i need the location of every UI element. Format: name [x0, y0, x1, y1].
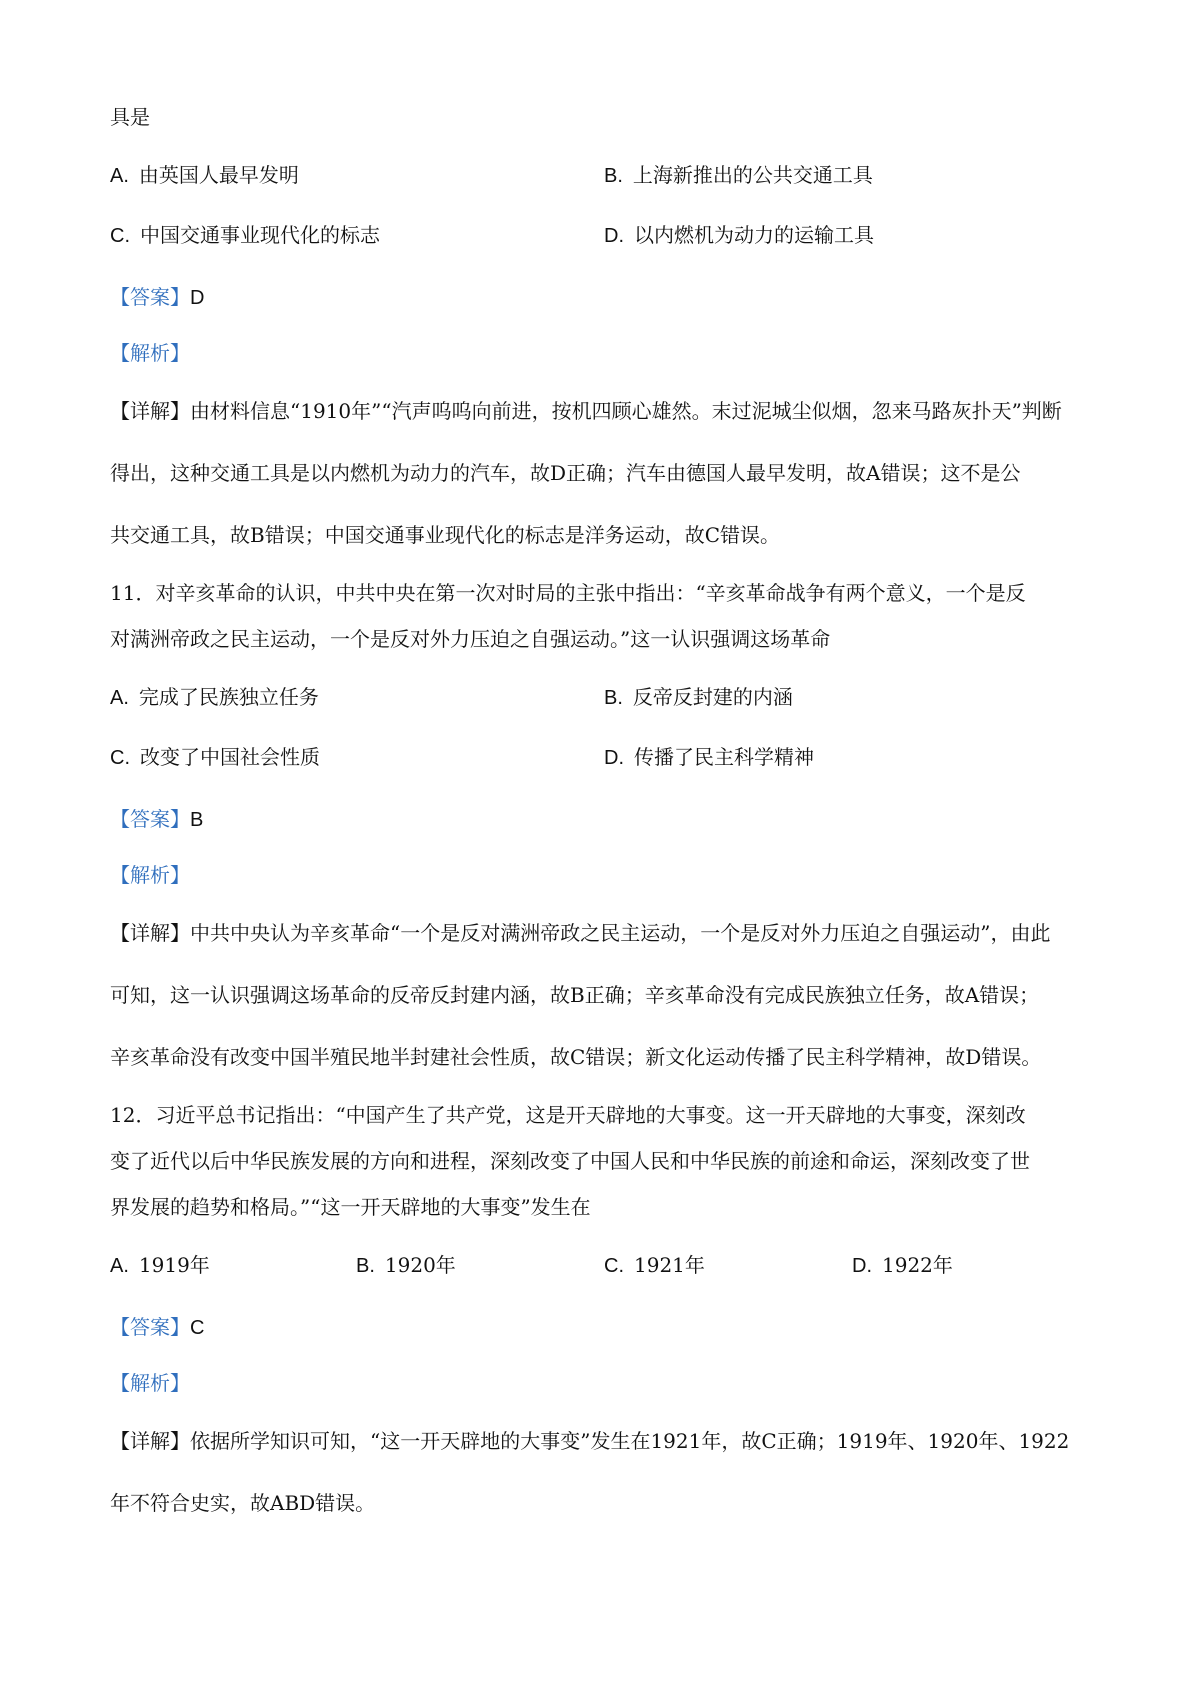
- q12-stem-line-2: 变了近代以后中华民族发展的方向和进程，深刻改变了中国人民和中华民族的前途和命运，深刻改变了世: [110, 1149, 1030, 1173]
- option-text: 完成了民族独立任务: [138, 685, 319, 709]
- q12-detail-line-2: 年不符合史实，故ABD错误。: [110, 1491, 376, 1515]
- q12-stem-line-3: 界发展的趋势和格局。”“这一开天辟地的大事变”发生在: [110, 1195, 591, 1219]
- option-text: 1922年: [882, 1253, 953, 1277]
- q11-answer: [110, 804, 203, 835]
- q10-answer: [110, 282, 204, 313]
- option-letter: D.: [604, 225, 624, 247]
- q10-detail-line-3: 共交通工具，故B错误；中国交通事业现代化的标志是洋务运动，故C错误。: [110, 523, 780, 547]
- q12-option-a[interactable]: [110, 1250, 210, 1281]
- option-text: 中国交通事业现代化的标志: [140, 223, 380, 247]
- answer-value: B: [190, 809, 204, 831]
- q12-option-c[interactable]: [604, 1250, 705, 1281]
- q11-detail-line-1: [110, 918, 1050, 948]
- option-letter: A.: [110, 1255, 129, 1277]
- answer-label: 【答案】: [110, 1315, 190, 1339]
- q10-option-a[interactable]: [110, 160, 299, 191]
- option-text: 1919年: [138, 1253, 210, 1277]
- q10-option-b[interactable]: [604, 160, 873, 191]
- option-letter: D.: [604, 747, 624, 769]
- q10-stem-tail: 具是: [110, 105, 150, 129]
- q10-detail-line-1: [110, 396, 1062, 426]
- detail-label: 【详解】: [110, 921, 190, 945]
- option-text: 反帝反封建的内涵: [632, 685, 793, 709]
- q12-detail-line-1: [110, 1426, 1069, 1456]
- q12-option-b[interactable]: [356, 1250, 456, 1281]
- q10-option-d[interactable]: [604, 220, 874, 251]
- detail-label: 【详解】: [110, 399, 190, 423]
- option-text: 改变了中国社会性质: [140, 745, 320, 769]
- detail-text: 依据所学知识可知，“这一开天辟地的大事变”发生在1921年，故C正确；1919年、1920年、1922: [190, 1429, 1070, 1453]
- q11-analysis-label: 【解析】: [110, 863, 190, 887]
- detail-text: 中共中央认为辛亥革命“一个是反对满洲帝政之民主运动，一个是反对外力压迫之自强运动”，由此: [190, 921, 1051, 945]
- q11-detail-line-3: 辛亥革命没有改变中国半殖民地半封建社会性质，故C错误；新文化运动传播了民主科学精神，故D错误。: [110, 1045, 1042, 1069]
- option-letter: A.: [110, 165, 129, 187]
- q11-stem-line-1: 11．对辛亥革命的认识，中共中央在第一次对时局的主张中指出：“辛亥革命战争有两个意义，一个是反: [110, 581, 1026, 605]
- option-letter: D.: [852, 1255, 872, 1277]
- option-letter: B.: [356, 1255, 375, 1277]
- option-text: 1920年: [384, 1253, 456, 1277]
- q11-option-c[interactable]: [110, 742, 320, 773]
- option-letter: C.: [604, 1255, 624, 1277]
- option-text: 由英国人最早发明: [138, 163, 299, 187]
- answer-value: D: [190, 287, 205, 309]
- answer-label: 【答案】: [110, 285, 190, 309]
- detail-text: 由材料信息“1910年”“汽声呜呜向前进，按机四顾心雄然。末过泥城尘似烟，忽来马路灰扑天”判断: [190, 399, 1062, 423]
- option-letter: C.: [110, 225, 130, 247]
- q12-option-d[interactable]: [852, 1250, 953, 1281]
- q12-analysis-label: 【解析】: [110, 1371, 190, 1395]
- q12-stem-line-1: 12．习近平总书记指出：“中国产生了共产党，这是开天辟地的大事变。这一开天辟地的大事变，深刻改: [110, 1103, 1026, 1127]
- q11-stem-line-2: 对满洲帝政之民主运动，一个是反对外力压迫之自强运动。”这一认识强调这场革命: [110, 627, 831, 651]
- q11-detail-line-2: 可知，这一认识强调这场革命的反帝反封建内涵，故B正确；辛亥革命没有完成民族独立任务，故A错误；: [110, 983, 1040, 1007]
- option-letter: B.: [604, 165, 623, 187]
- detail-label: 【详解】: [110, 1429, 190, 1453]
- q11-option-a[interactable]: [110, 682, 319, 713]
- option-text: 传播了民主科学精神: [634, 745, 814, 769]
- q10-option-c[interactable]: [110, 220, 380, 251]
- q10-analysis-label: 【解析】: [110, 341, 190, 365]
- q11-option-b[interactable]: [604, 682, 793, 713]
- option-text: 上海新推出的公共交通工具: [632, 163, 873, 187]
- option-letter: A.: [110, 687, 129, 709]
- option-text: 1921年: [634, 1253, 705, 1277]
- answer-label: 【答案】: [110, 807, 190, 831]
- q11-option-d[interactable]: [604, 742, 814, 773]
- q12-answer: [110, 1312, 204, 1343]
- answer-value: C: [190, 1317, 205, 1339]
- option-letter: B.: [604, 687, 623, 709]
- q10-detail-line-2: 得出，这种交通工具是以内燃机为动力的汽车，故D正确；汽车由德国人最早发明，故A错误；这不是公: [110, 461, 1021, 485]
- option-letter: C.: [110, 747, 130, 769]
- option-text: 以内燃机为动力的运输工具: [634, 223, 874, 247]
